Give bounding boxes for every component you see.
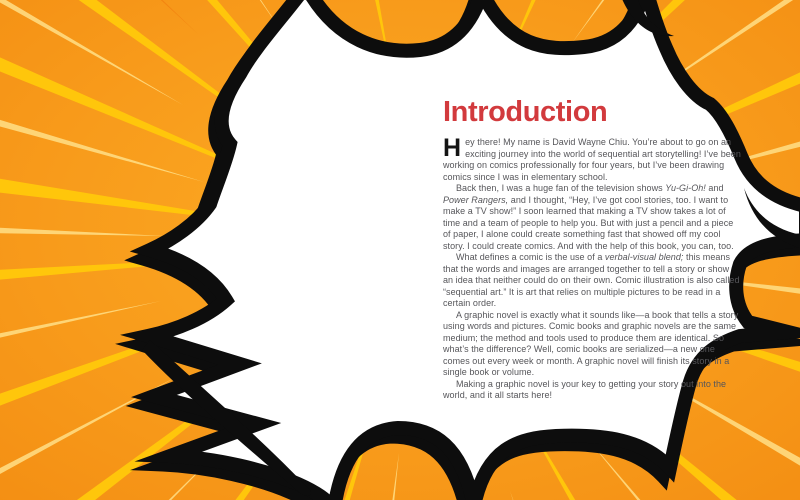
paragraph <box>443 252 741 310</box>
text-run: Making a graphic novel is your key to getting your story out into the world, and it all starts here! <box>443 378 727 400</box>
italic-text: Yu-Gi-Oh! <box>665 183 706 193</box>
text-run: and <box>705 183 724 193</box>
italic-text: Power Rangers, <box>443 194 509 205</box>
text-run: What defines a comic is the use of a <box>456 252 605 262</box>
paragraph <box>443 379 741 402</box>
paragraph <box>443 134 741 183</box>
paragraph <box>443 183 741 252</box>
text-run: and I thought, “Hey, I’ve got cool stories, too. I want to make a TV show!” I soon learned that making a TV show takes a lot of time and a team of people to help you. But with just a pencil and a piece of paper, I alone could create something fast that showed off my cool story. I could create comics. And with the help of this book, you can, too. <box>443 194 734 251</box>
dropcap-letter: H <box>443 134 462 162</box>
body-text <box>443 134 741 402</box>
text-run: this means that the words and images are arranged together to tell a story or show an idea that neither could do on their own. Comic illustration is also called “sequential art.” It is art that relies on multiple pictures to be read in a certain order. <box>443 252 740 308</box>
italic-text: verbal-visual blend; <box>604 252 684 262</box>
page-title: Introduction <box>443 96 608 128</box>
text-run: ey there! My name is David Wayne Chiu. You’re about to go on an exciting journey into the world of sequential art storytelling! I’ve been working on comics professionally for four years, but I’ve been drawing comics since I was in elementary school. <box>443 137 741 182</box>
text-column <box>443 97 741 402</box>
paragraph <box>443 310 741 379</box>
text-run: A graphic novel is exactly what it sounds like—a book that tells a story using words and pictures. Comic books and graphic novels are the same medium; the method and tools used to produce them are identical. So what’s the difference? Well, comic books are serialized—a new one comes out every week or month. A graphic novel will finish its story in a single book or volume. <box>443 309 739 377</box>
text-run: Back then, I was a huge fan of the television shows <box>456 183 666 193</box>
